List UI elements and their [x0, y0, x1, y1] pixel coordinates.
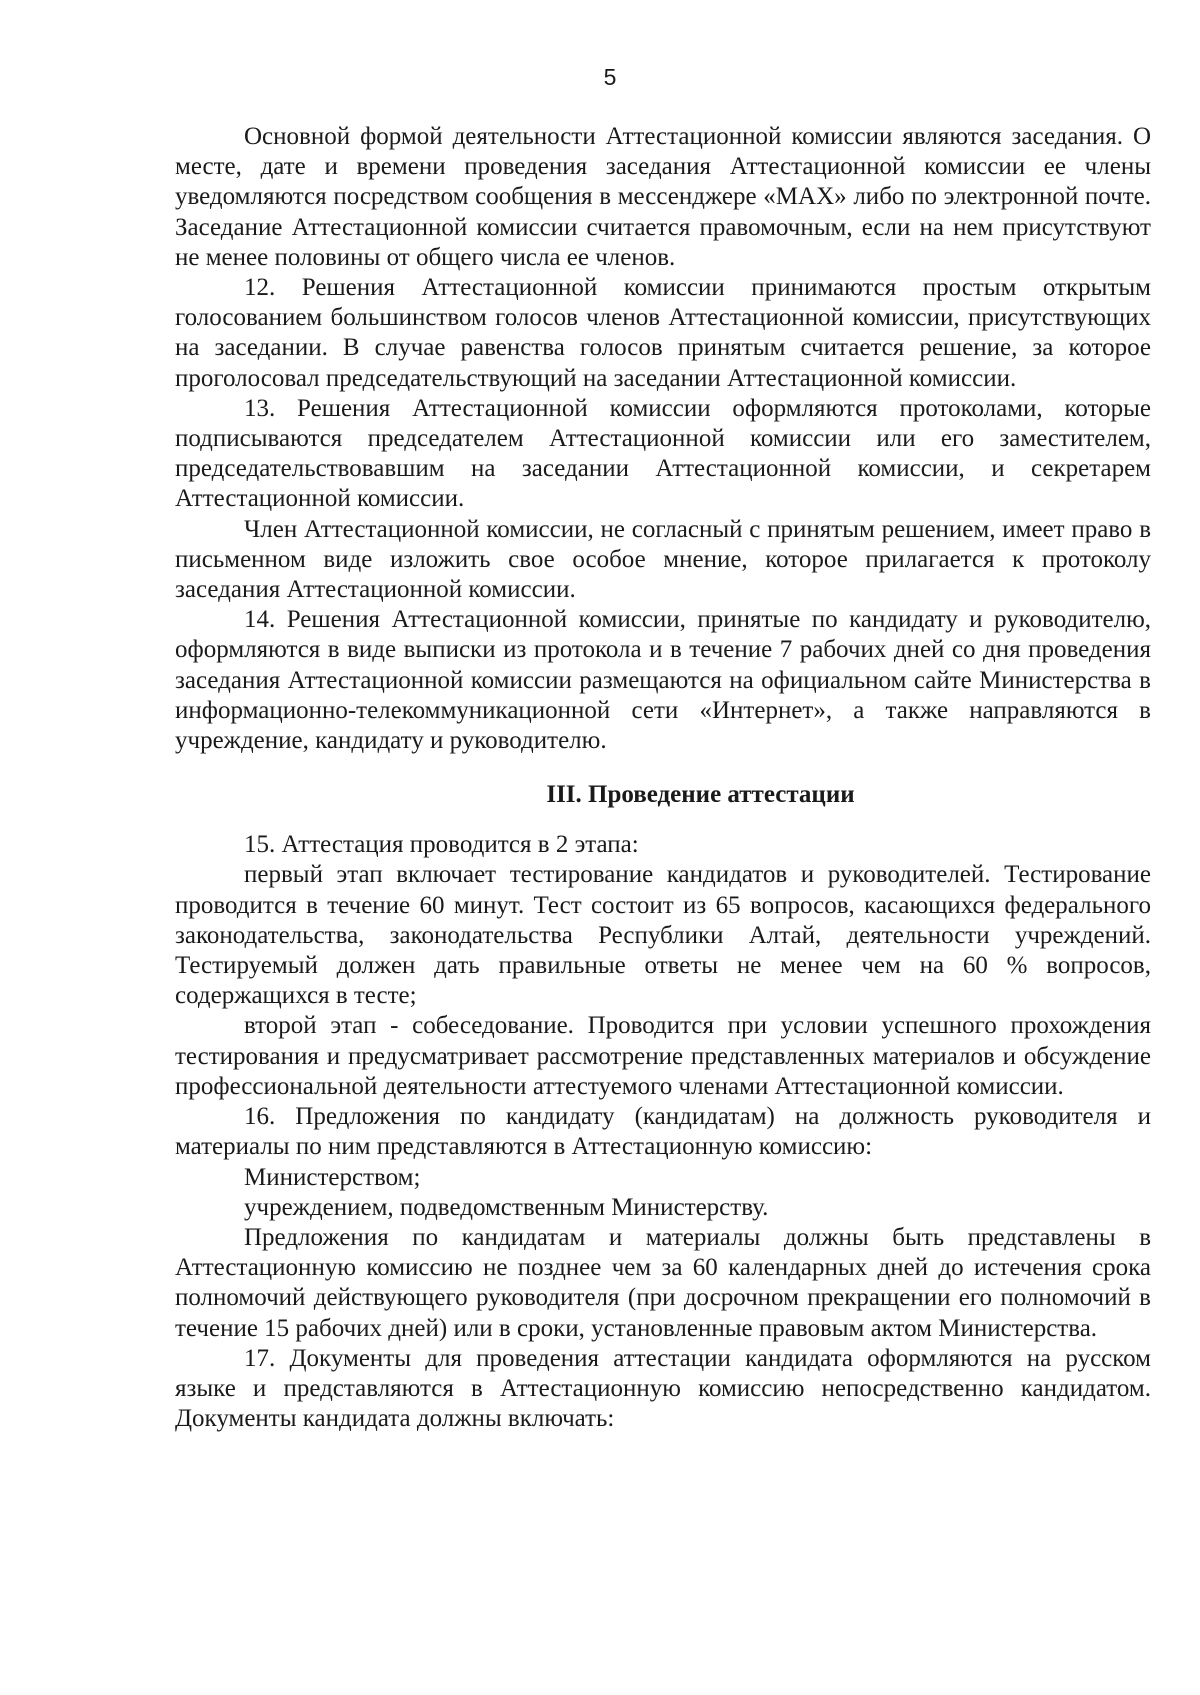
paragraph-13: 13. Решения Аттестационной комиссии оформляются протоколами, которые подписываются председателем Аттестационной комиссии или его заместителем, председательствовавшим на заседании Аттестационной комиссии, и секретарем Аттестационной комиссии. — [175, 394, 1151, 513]
page-number: 5 — [603, 64, 617, 90]
paragraph-15: 15. Аттестация проводится в 2 этапа: — [244, 831, 639, 859]
paragraph-stage-two: второй этап - собеседование. Проводится при условии успешного прохождения тестирования и предусматривает рассмотрение представленных материалов и обсуждение профессиональной деятельности аттестуемого членами Аттестационной комиссии. — [175, 1012, 1151, 1100]
paragraph-16: 16. Предложения по кандидату (кандидатам) на должность руководителя и материалы по ним представляются в Аттестационную комиссию: — [175, 1103, 1151, 1161]
paragraph-14: 14. Решения Аттестационной комиссии, принятые по кандидату и руководителю, оформляются в виде выписки из протокола и в течение 7 рабочих дней со дня проведения заседания Аттестационной комиссии размещаются на официальном сайте Министерства в информационно-телекоммуникационной сети «Интернет», а также направляются в учреждение, кандидату и руководителю. — [175, 606, 1151, 755]
paragraph-12: 12. Решения Аттестационной комиссии принимаются простым открытым голосованием большинством голосов членов Аттестационной комиссии, присутствующих на заседании. В случае равенства голосов принятым считается решение, за которое проголосовал председательствующий на заседании Аттестационной комиссии. — [175, 274, 1151, 392]
paragraph-proposals: Предложения по кандидатам и материалы должны быть представлены в Аттестационную комиссию не позднее чем за 60 календарных дней до истечения срока полномочий действующего руководителя (при досрочном прекращении его полномочий в течение 15 рабочих дней) или в сроки, установленные правовым актом Министерства. — [175, 1223, 1151, 1342]
list-item-institution: учреждением, подведомственным Министерству. — [244, 1193, 769, 1221]
document-body — [175, 122, 1151, 1434]
paragraph-meetings: Основной формой деятельности Аттестационной комиссии являются заседания. О месте, дате и времени проведения заседания Аттестационной комиссии ее члены уведомляются посредством сообщения в мессенджере «MAX» либо по электронной почте. Заседание Аттестационной комиссии считается правомочным, если на нем присутствуют не менее половины от общего числа ее членов. — [175, 123, 1151, 271]
section-heading: III. Проведение аттестации — [546, 781, 855, 809]
paragraph-17: 17. Документы для проведения аттестации кандидата оформляются на русском языке и представляются в Аттестационную комиссию непосредственно кандидатом. Документы кандидата должны включать: — [175, 1344, 1151, 1433]
list-item-ministry: Министерством; — [244, 1163, 421, 1191]
paragraph-stage-one: первый этап включает тестирование кандидатов и руководителей. Тестирование проводится в течение 60 минут. Тест состоит из 65 вопросов, касающихся федерального законодательства, законодательства Республики Алтай, деятельности учреждений. Тестируемый должен дать правильные ответы не менее чем на 60 % вопросов, содержащихся в тесте; — [175, 861, 1151, 1010]
paragraph-dissent: Член Аттестационной комиссии, не согласный с принятым решением, имеет право в письменном виде изложить свое особое мнение, которое прилагается к протоколу заседания Аттестационной комиссии. — [175, 515, 1151, 604]
